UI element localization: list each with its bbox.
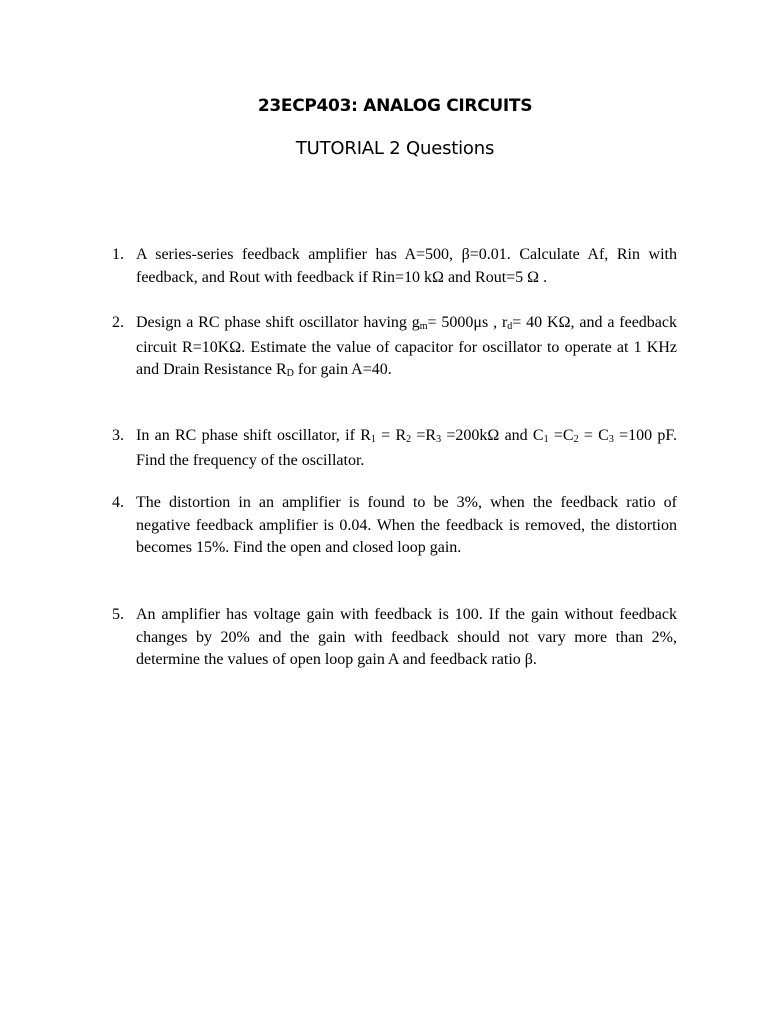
question-text	[136, 312, 677, 384]
text-run: In an RC phase shift oscillator, if R	[136, 427, 371, 444]
question-2	[112, 312, 677, 384]
tutorial-subtitle: TUTORIAL 2 Questions	[295, 138, 495, 159]
subscript: D	[286, 368, 294, 379]
question-1	[112, 244, 677, 289]
text-run: =100 pF. Find the frequency of the oscillator.	[136, 427, 678, 469]
question-number: 2.	[112, 314, 124, 331]
subscript: 2	[406, 434, 412, 445]
question-text	[136, 425, 677, 472]
text-run: = 40 KΩ, and a feedback circuit R=10KΩ. Estimate the value of capacitor for oscillator to operate at 1 KHz and Drain Resistance R	[136, 314, 678, 378]
question-number: 1.	[112, 246, 124, 263]
subscript: 1	[543, 434, 549, 445]
text-run: = C	[578, 427, 609, 444]
text-run: = 5000μs , r	[427, 314, 508, 331]
question-text: A series-series feedback amplifier has A=500, β=0.01. Calculate Af, Rin with feedback, and Rout with feedback if Rin=10 kΩ and Rout=5 Ω .	[136, 246, 677, 286]
question-4	[112, 492, 677, 560]
text-run: for gain A=40.	[293, 361, 392, 378]
question-text: An amplifier has voltage gain with feedback is 100. If the gain without feedback changes by 20% and the gain with feedback should not vary more than 2%, determine the values of open loop gain A and feedback ratio β.	[136, 606, 677, 668]
question-number: 4.	[112, 494, 124, 511]
question-5	[112, 604, 677, 672]
text-run: =C	[548, 427, 574, 444]
question-number: 5.	[112, 606, 124, 623]
text-run: Design a RC phase shift oscillator having g	[136, 314, 420, 331]
text-run: = R	[375, 427, 407, 444]
subscript: 3	[436, 434, 442, 445]
course-title: 23ECP403: ANALOG CIRCUITS	[257, 96, 533, 116]
question-3	[112, 425, 677, 472]
question-text: The distortion in an amplifier is found to be 3%, when the feedback ratio of negative feedback amplifier is 0.04. When the feedback is removed, the distortion becomes 15%. Find the open and closed loop gain.	[136, 494, 677, 556]
subscript: 2	[573, 434, 579, 445]
subscript: d	[507, 321, 513, 332]
text-run: =R	[411, 427, 437, 444]
subscript: 1	[370, 434, 376, 445]
subscript: 3	[608, 434, 614, 445]
text-run: =200kΩ and C	[441, 427, 544, 444]
subscript: m	[419, 321, 428, 332]
question-number: 3.	[112, 427, 124, 444]
